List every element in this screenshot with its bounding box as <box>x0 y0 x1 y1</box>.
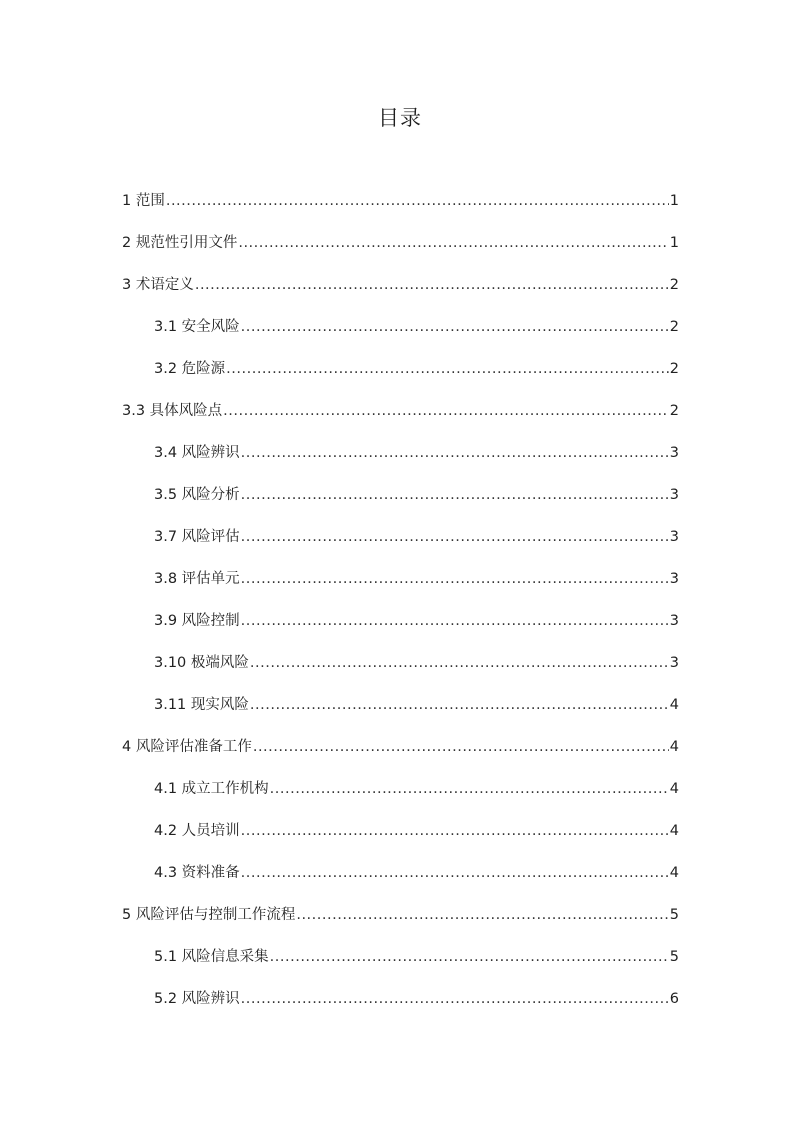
toc-entry[interactable] <box>122 978 679 1020</box>
toc-entry-label: 3.7 风险评估 <box>154 529 240 545</box>
toc-entry-label: 5.2 风险辨识 <box>154 991 240 1007</box>
toc-dot-leader <box>270 768 669 810</box>
toc-entry-label: 3.2 危险源 <box>154 361 226 377</box>
toc-dot-leader <box>226 348 669 390</box>
toc-dot-leader <box>241 432 669 474</box>
toc-dot-leader <box>195 264 669 306</box>
toc-dot-leader <box>223 390 669 432</box>
toc-entry[interactable] <box>122 726 679 768</box>
toc-entry-label: 3.1 安全风险 <box>154 319 240 335</box>
toc-entry-label: 4.2 人员培训 <box>154 823 240 839</box>
toc-entry[interactable] <box>122 642 679 684</box>
toc-entry-label: 4.1 成立工作机构 <box>154 781 269 797</box>
toc-entry-label: 3.3 具体风险点 <box>122 403 223 419</box>
toc-entry[interactable] <box>122 558 679 600</box>
toc-entry-page-number: 4 <box>669 823 679 839</box>
toc-entry[interactable] <box>122 390 679 432</box>
toc-entry-label: 3.8 评估单元 <box>154 571 240 587</box>
toc-dot-leader <box>241 852 669 894</box>
toc-entry-label: 3.10 极端风险 <box>154 655 249 671</box>
toc-dot-leader <box>241 306 669 348</box>
toc-entry-label: 4 风险评估准备工作 <box>122 739 252 755</box>
toc-entry[interactable] <box>122 432 679 474</box>
toc-entry-page-number: 3 <box>669 487 679 503</box>
toc-entry[interactable] <box>122 810 679 852</box>
toc-entry-page-number: 3 <box>669 571 679 587</box>
toc-entry[interactable] <box>122 264 679 306</box>
toc-dot-leader <box>241 600 669 642</box>
toc-entry[interactable] <box>122 852 679 894</box>
toc-entry-page-number: 5 <box>669 907 679 923</box>
toc-entry-label: 5.1 风险信息采集 <box>154 949 269 965</box>
toc-entry-label: 3 术语定义 <box>122 277 194 293</box>
toc-dot-leader <box>296 894 668 936</box>
toc-entry-page-number: 5 <box>669 949 679 965</box>
toc-title: 目录 <box>378 106 422 130</box>
toc-entry[interactable] <box>122 600 679 642</box>
toc-entry-label: 3.9 风险控制 <box>154 613 240 629</box>
toc-entry-page-number: 2 <box>669 319 679 335</box>
toc-entry-page-number: 4 <box>669 781 679 797</box>
toc-dot-leader <box>241 558 669 600</box>
toc-dot-leader <box>241 978 669 1020</box>
toc-dot-leader <box>253 726 669 768</box>
toc-dot-leader <box>241 810 669 852</box>
toc-entry[interactable] <box>122 348 679 390</box>
toc-dot-leader <box>238 222 668 264</box>
toc-dot-leader <box>270 936 669 978</box>
toc-entry-page-number: 3 <box>669 613 679 629</box>
toc-entry[interactable] <box>122 474 679 516</box>
toc-entry-page-number: 3 <box>669 655 679 671</box>
toc-entry-label: 3.5 风险分析 <box>154 487 240 503</box>
toc-dot-leader <box>166 180 669 222</box>
toc-dot-leader <box>241 474 669 516</box>
toc-dot-leader <box>250 684 669 726</box>
toc-dot-leader <box>250 642 669 684</box>
toc-entry-label: 4.3 资料准备 <box>154 865 240 881</box>
toc-entry-label: 2 规范性引用文件 <box>122 235 238 251</box>
toc-entry-label: 5 风险评估与控制工作流程 <box>122 907 296 923</box>
toc-entry[interactable] <box>122 768 679 810</box>
toc-entry[interactable] <box>122 894 679 936</box>
toc-dot-leader <box>241 516 669 558</box>
toc-entry[interactable] <box>122 684 679 726</box>
toc-entry-label: 3.4 风险辨识 <box>154 445 240 461</box>
toc-entry-page-number: 1 <box>669 235 679 251</box>
toc-entry[interactable] <box>122 936 679 978</box>
toc-entry-page-number: 3 <box>669 529 679 545</box>
toc-list <box>122 180 679 1020</box>
toc-entry-page-number: 4 <box>669 739 679 755</box>
toc-entry-label: 1 范围 <box>122 193 165 209</box>
toc-entry[interactable] <box>122 180 679 222</box>
toc-entry-page-number: 2 <box>669 403 679 419</box>
toc-entry[interactable] <box>122 306 679 348</box>
toc-entry-page-number: 1 <box>669 193 679 209</box>
toc-entry-page-number: 4 <box>669 697 679 713</box>
toc-entry-page-number: 3 <box>669 445 679 461</box>
toc-entry-page-number: 6 <box>669 991 679 1007</box>
toc-entry[interactable] <box>122 222 679 264</box>
toc-entry-page-number: 4 <box>669 865 679 881</box>
toc-entry-label: 3.11 现实风险 <box>154 697 249 713</box>
toc-entry-page-number: 2 <box>669 361 679 377</box>
toc-entry[interactable] <box>122 516 679 558</box>
toc-entry-page-number: 2 <box>669 277 679 293</box>
